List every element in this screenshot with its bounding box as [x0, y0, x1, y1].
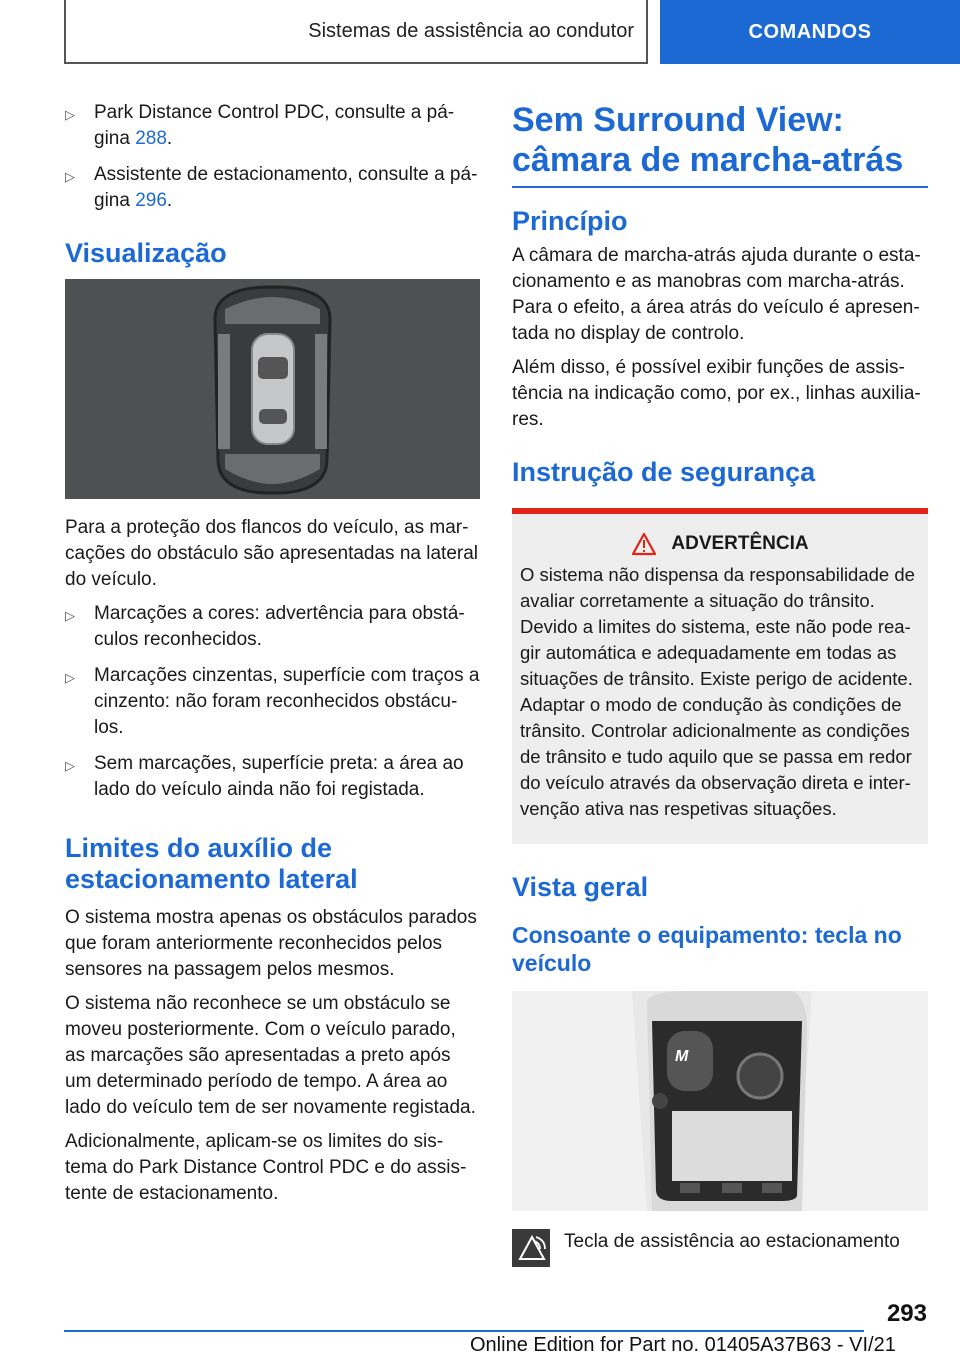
- principio-paragraph-1: A câmara de marcha-atrás ajuda durante o esta-cionamento e as manobras com marcha-atrás. Para o efeito, a área atrás do veículo é apresen-tada no display de controlo.: [512, 245, 921, 344]
- heading-principio: Princípio: [512, 206, 628, 236]
- triangle-bullet-icon: ▷: [65, 169, 75, 184]
- chapter-tab[interactable]: [660, 0, 960, 64]
- parking-assist-button-icon: [512, 1229, 550, 1267]
- heading-rear-camera: Sem Surround View: câmara de marcha-atrás: [512, 101, 904, 179]
- limites-paragraph-2: O sistema não reconhece se um obstáculo se moveu posteriormente. Com o veículo parado, as marcações são apresentadas a preto após um determinado período de tempo. A área ao lado do veículo tem de ser novamente registada.: [65, 993, 476, 1118]
- page-number: 293: [886, 1300, 927, 1327]
- car-top-view-icon: [65, 279, 480, 499]
- warning-title: ADVERTÊNCIA: [671, 533, 809, 554]
- console-image: [512, 991, 928, 1211]
- bullet-grey-markings: [65, 663, 480, 741]
- bullet-colored-markings: [65, 601, 480, 653]
- heading-visualizacao: Visualização: [65, 238, 227, 268]
- warning-box: [512, 508, 928, 844]
- bullet-text: Marcações a cores: advertência para obstá-culos reconhecidos.: [94, 603, 465, 650]
- caption-text: Tecla de assistência ao estacionamento: [564, 1231, 900, 1252]
- warning-triangle-icon: [631, 532, 657, 556]
- heading-seguranca: Instrução de segurança: [512, 457, 816, 487]
- m-logo: M: [675, 1048, 689, 1065]
- bullet-text: Sem marcações, superfície preta: a área ao lado do veículo ainda não foi registada.: [94, 753, 464, 800]
- left-column: [65, 100, 480, 1215]
- heading-limites: Limites do auxílio de estacionamento lateral: [65, 833, 358, 894]
- page-link-296[interactable]: 296: [135, 190, 167, 211]
- bullet-text: Assistente de estacionamento, consulte a pá-gina: [94, 164, 478, 211]
- section-title-text: Sistemas de assistência ao condutor: [308, 19, 634, 42]
- bullet-text: Park Distance Control PDC, consulte a pá-gina: [94, 102, 455, 149]
- heading-rule: [512, 186, 928, 188]
- heading-consoante: Consoante o equipamento: tecla no veículo: [512, 922, 902, 976]
- center-console-icon: [512, 991, 928, 1211]
- caption-row: [512, 1229, 928, 1267]
- limites-paragraph-3: Adicionalmente, aplicam-se os limites do sis-tema do Park Distance Control PDC e do assis-tente de estacionamento.: [65, 1131, 467, 1204]
- bullet-pdc: ▷ Park Distance Control PDC, consulte a pá-gina 288.: [65, 100, 480, 152]
- page-link-288[interactable]: 288: [135, 128, 167, 149]
- principio-paragraph-2: Além disso, é possível exibir funções de assis-tência na indicação como, por ex., linhas auxilia-res.: [512, 357, 921, 430]
- limites-paragraph-1: O sistema mostra apenas os obstáculos parados que foram anteriormente reconhecidos pelos sensores na passagem pelos mesmos.: [65, 907, 477, 980]
- triangle-bullet-icon: ▷: [65, 670, 75, 685]
- triangle-bullet-icon: ▷: [65, 107, 75, 122]
- chapter-tab-label: COMANDOS: [748, 20, 872, 43]
- bullet-parking-assistant: ▷ Assistente de estacionamento, consulte a pá-gina 296.: [65, 162, 480, 214]
- bullet-text: Marcações cinzentas, superfície com traços a cinzento: não foram reconhecidos obstácu-los.: [94, 665, 480, 738]
- footer-rule: [64, 1330, 864, 1332]
- heading-vista-geral: Vista geral: [512, 872, 649, 902]
- parking-view-image: [65, 279, 480, 499]
- visualizacao-paragraph: Para a proteção dos flancos do veículo, as mar-cações do obstáculo são apresentadas na lateral do veículo.: [65, 517, 478, 590]
- header-section-title: [64, 0, 648, 64]
- warning-text: O sistema não dispensa da responsabilidade de avaliar corretamente a situação do trânsito. Devido a limites do sistema, este não pode rea-gir automática e adequadamente em todas as situações de trânsito. Existe perigo de acidente. Adaptar o modo de condução às condições de trânsito. Controlar adicionalmente as condições de trânsito e tudo aquilo que se passa em redor do veículo através da observação direta e inter-venção ativa nas respetivas situações.: [520, 564, 915, 819]
- bullet-no-markings: [65, 751, 480, 803]
- footer-edition: Online Edition for Part no. 01405A37B63 - VI/21: [470, 1334, 896, 1356]
- triangle-bullet-icon: ▷: [65, 758, 75, 773]
- triangle-bullet-icon: ▷: [65, 608, 75, 623]
- right-column: [512, 100, 928, 1267]
